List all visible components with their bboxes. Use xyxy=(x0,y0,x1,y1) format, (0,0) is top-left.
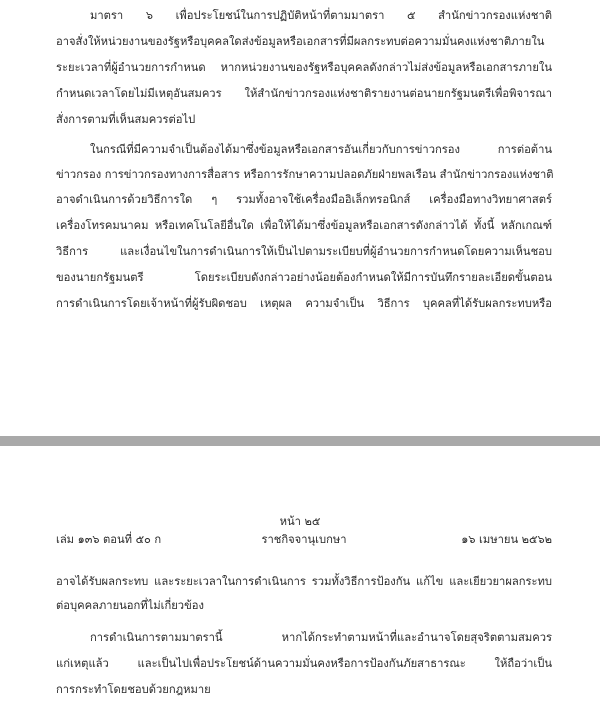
publication-date: ๑๖ เมษายน ๒๕๖๒ xyxy=(461,533,552,546)
gazette-header xyxy=(56,532,552,548)
paragraph-3-line-2: แก่เหตุแล้ว และเป็นไปเพื่อประโยชน์ด้านความมั่นคงหรือการป้องกันภัยสาธารณะ ให้ถือว่าเป็น xyxy=(56,657,552,670)
section-6-line-2: อาจสั่งให้หน่วยงานของรัฐหรือบุคคลใดส่งข้อมูลหรือเอกสารที่มีผลกระทบต่อความมั่นคงแห่งชาติภายใน xyxy=(56,35,545,48)
page-number: หน้า ๒๕ xyxy=(279,515,321,528)
paragraph-3-line-1: การดำเนินการตามมาตรานี้ หากได้กระทำตามหน้าที่และอำนาจโดยสุจริตตามสมควร xyxy=(90,631,552,644)
paragraph-2-line-6: ของนายกรัฐมนตรี โดยระเบียบดังกล่าวอย่างน้อยต้องกำหนดให้มีการบันทึกรายละเอียดขั้นตอน xyxy=(56,271,552,284)
section-6-line-4: กำหนดเวลาโดยไม่มีเหตุอันสมควร ให้สำนักข่าวกรองแห่งชาติรายงานต่อนายกรัฐมนตรีเพื่อพิจารณา xyxy=(56,87,552,100)
paragraph-2-line-7: การดำเนินการโดยเจ้าหน้าที่ผู้รับผิดชอบ เหตุผล ความจำเป็น วิธีการ บุคคลที่ได้รับผลกระทบหรือ xyxy=(56,297,552,310)
continued-line-2: ต่อบุคคลภายนอกที่ไม่เกี่ยวข้อง xyxy=(56,599,204,612)
paragraph-3-line-3: การกระทำโดยชอบด้วยกฎหมาย xyxy=(56,683,211,696)
paragraph-2-line-5: วิธีการ และเงื่อนไขในการดำเนินการให้เป็นไปตามระเบียบที่ผู้อำนวยการกำหนดโดยความเห็นชอบ xyxy=(56,245,552,258)
paragraph-2-line-2: ข่าวกรอง การข่าวกรองทางการสื่อสาร หรือการรักษาความปลอดภัยฝ่ายพลเรือน สำนักข่าวกรองแห่งชาติ xyxy=(56,168,554,181)
volume-issue: เล่ม ๑๓๖ ตอนที่ ๕๐ ก xyxy=(56,533,162,546)
paragraph-2-line-3: อาจดำเนินการด้วยวิธีการใด ๆ รวมทั้งอาจใช้เครื่องมืออิเล็กทรอนิกส์ เครื่องมือทางวิทยาศาสตร์ xyxy=(56,193,552,206)
continued-line-1: อาจได้รับผลกระทบ และระยะเวลาในการดำเนินการ รวมทั้งวิธีการป้องกัน แก้ไข และเยียวยาผลกระทบ xyxy=(56,575,552,588)
page-separator xyxy=(0,436,600,446)
paragraph-2-line-4: เครื่องโทรคมนาคม หรือเทคโนโลยีอื่นใด เพื่อให้ได้มาซึ่งข้อมูลหรือเอกสารดังกล่าวได้ ทั้งนี้ หลักเกณฑ์ xyxy=(56,219,552,232)
paragraph-2-line-1: ในกรณีที่มีความจำเป็นต้องได้มาซึ่งข้อมูลหรือเอกสารอันเกี่ยวกับการข่าวกรอง การต่อต้าน xyxy=(90,143,552,156)
section-6-line-1: มาตรา ๖ เพื่อประโยชน์ในการปฏิบัติหน้าที่ตามมาตรา ๕ สำนักข่าวกรองแห่งชาติ xyxy=(90,9,552,22)
document-page-lower xyxy=(0,446,600,710)
gazette-title: ราชกิจจานุเบกษา xyxy=(261,533,347,546)
section-6-line-5: สั่งการตามที่เห็นสมควรต่อไป xyxy=(56,113,196,126)
section-6-line-3: ระยะเวลาที่ผู้อำนวยการกำหนด หากหน่วยงานของรัฐหรือบุคคลดังกล่าวไม่ส่งข้อมูลหรือเอกสารภายใน xyxy=(56,61,552,74)
